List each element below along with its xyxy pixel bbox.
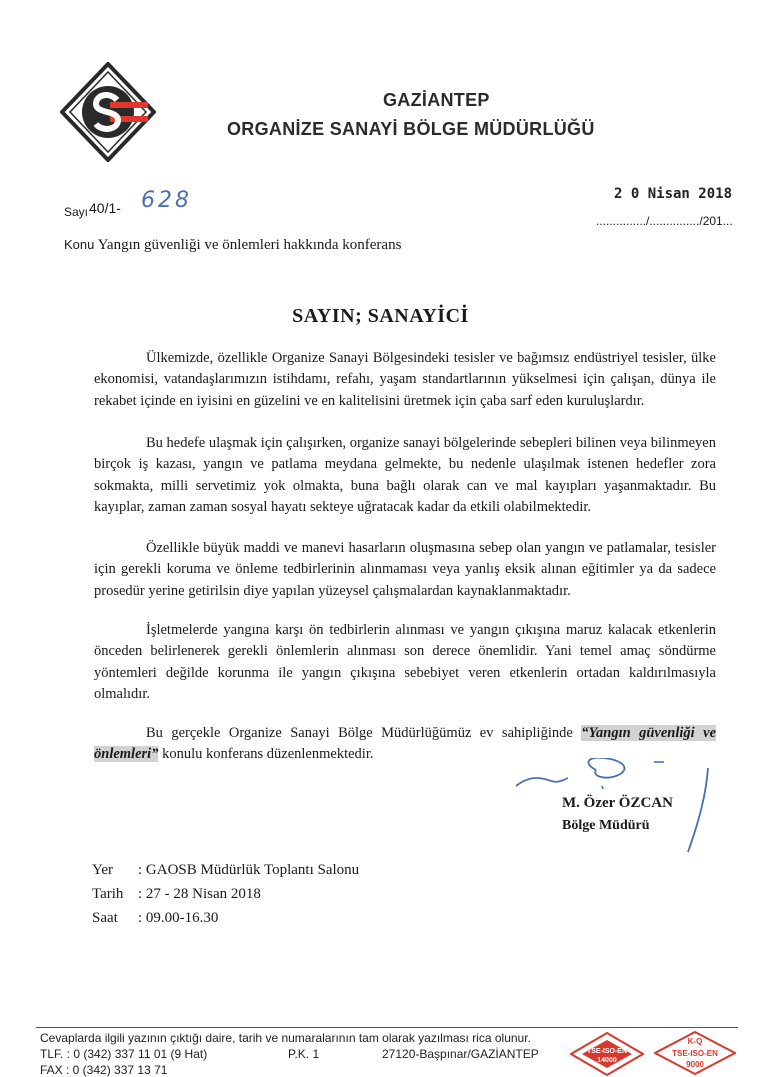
cert1-top-text: TSE-ISO-EN [586,1048,628,1055]
footer-note: Cevaplarda ilgili yazının çıktığı daire, tarih ve numaralarının tam olarak yazılması rica olunur. [40,1031,531,1045]
body-paragraph-3: Özellikle büyük maddi ve manevi hasarların oluşmasına sebep olan yangın ve patlamalar, tesisler için gerekli koruma ve önleme tedbirlerinin alınmaması veya yanlış eksik alınan eğitimler ya da sadece prosedür yerine getirilsin diye yapılan yüzeysel çalışmalardan kaynaklanmaktadır. [94,540,716,599]
footer-po-box: P.K. 1 [288,1047,320,1061]
reference-number-handwritten: 628 [141,188,192,213]
tse-iso-9000-certificate-badge [654,1031,736,1075]
handwritten-signature [512,758,722,868]
body-paragraph-2: Bu hedefe ulaşmak için çalışırken, organize sanayi bölgelerinde sebepleri bilinen veya bilinmeyen birçok iş kazası, yangın ve patlama meydana gelmekte, bu nedenle ulaşılmak istenen hedefler zora sokmakta, milli servetimiz yok olmakta, buna bağlı olarak can ve mal kayıpları yaşanmaktadır. Bu kayıplar, zaman zaman sosyal hayatı sekteye uğratacak kadar da etkili olabilmektedir. [94,435,716,515]
signatory-title: Bölge Müdürü [562,818,650,833]
date-placeholder: .............../.............../201... [596,214,733,228]
reference-prefix: 40/1- [89,200,121,216]
cert2-mid-text: TSE-ISO-EN [672,1049,718,1058]
reference-label: Sayı [64,205,89,219]
event-place-label: Yer [92,862,113,878]
organization-logo [60,62,156,162]
highlighted-topic: “Yangın güvenliği ve önlemleri” [94,725,717,763]
footer-divider [36,1027,738,1028]
cert2-bottom-text: 9000 [686,1060,704,1069]
salutation-heading [0,305,777,328]
event-place-value: : GAOSB Müdürlük Toplantı Salonu [138,862,360,878]
footer-address: 27120-Başpınar/GAZİANTEP [382,1047,539,1061]
date-stamp: 2 0 Nisan 2018 [614,186,733,202]
subject-line [64,237,401,254]
paragraph-5-intro: Bu gerçekle Organize Sanayi Bölge Müdürlüğümüz ev sahipliğinde [146,725,582,741]
body-paragraph-4: İşletmelerde yangına karşı ön tedbirlerin alınması ve yangın çıkışına maruz kalacak etkenlerin önceden belirlenerek gerekli önlemlerin alınması son derece önemlidir. Yani temel amaç söndürme yöntemleri değilde korunma ile yangın çıkışına sebebiyet veren etkenlerin ortadan kaldırılmasıyla olmalıdır. [94,622,716,702]
event-date-label: Tarih [92,886,124,902]
paragraph-5-outro: konulu konferans düzenlenmektedir. [158,746,374,763]
tse-iso-14000-certificate-badge [570,1032,644,1076]
subject-label: Konu [64,237,95,252]
cert1-bottom-text: 14000 [597,1057,617,1064]
footer-phone: TLF. : 0 (342) 337 11 01 (9 Hat) [40,1047,208,1061]
subject-text: Yangın güvenliği ve önlemleri hakkında konferans [97,237,402,253]
salutation-text: SAYIN; SANAYİCİ [292,305,469,327]
event-time-value: : 09.00-16.30 [138,910,219,926]
event-time [92,910,218,927]
event-date-value: : 27 - 28 Nisan 2018 [138,886,261,902]
cert2-top-text: K-Q [687,1037,703,1046]
event-date [92,886,261,903]
signatory-name: M. Özer ÖZCAN [562,795,673,811]
event-time-label: Saat [92,910,118,926]
footer-fax: FAX : 0 (342) 337 13 71 [40,1063,168,1077]
header-city: GAZİANTEP [383,90,490,110]
event-place [92,862,359,879]
header-organization: ORGANİZE SANAYİ BÖLGE MÜDÜRLÜĞÜ [227,119,595,139]
body-paragraph-1: Ülkemizde, özellikle Organize Sanayi Bölgesindeki tesisler ve bağımsız endüstriyel tesisler, ülke ekonomisi, vatandaşlarımızın istihdamı, refahı, yaşam standartlarının yükselmesi için çalışan, dünya ile rekabet içinde en iyisini en güzelini ve en kalitelisini üretmek için çaba sarf eden kuruluşlardır. [94,350,716,409]
